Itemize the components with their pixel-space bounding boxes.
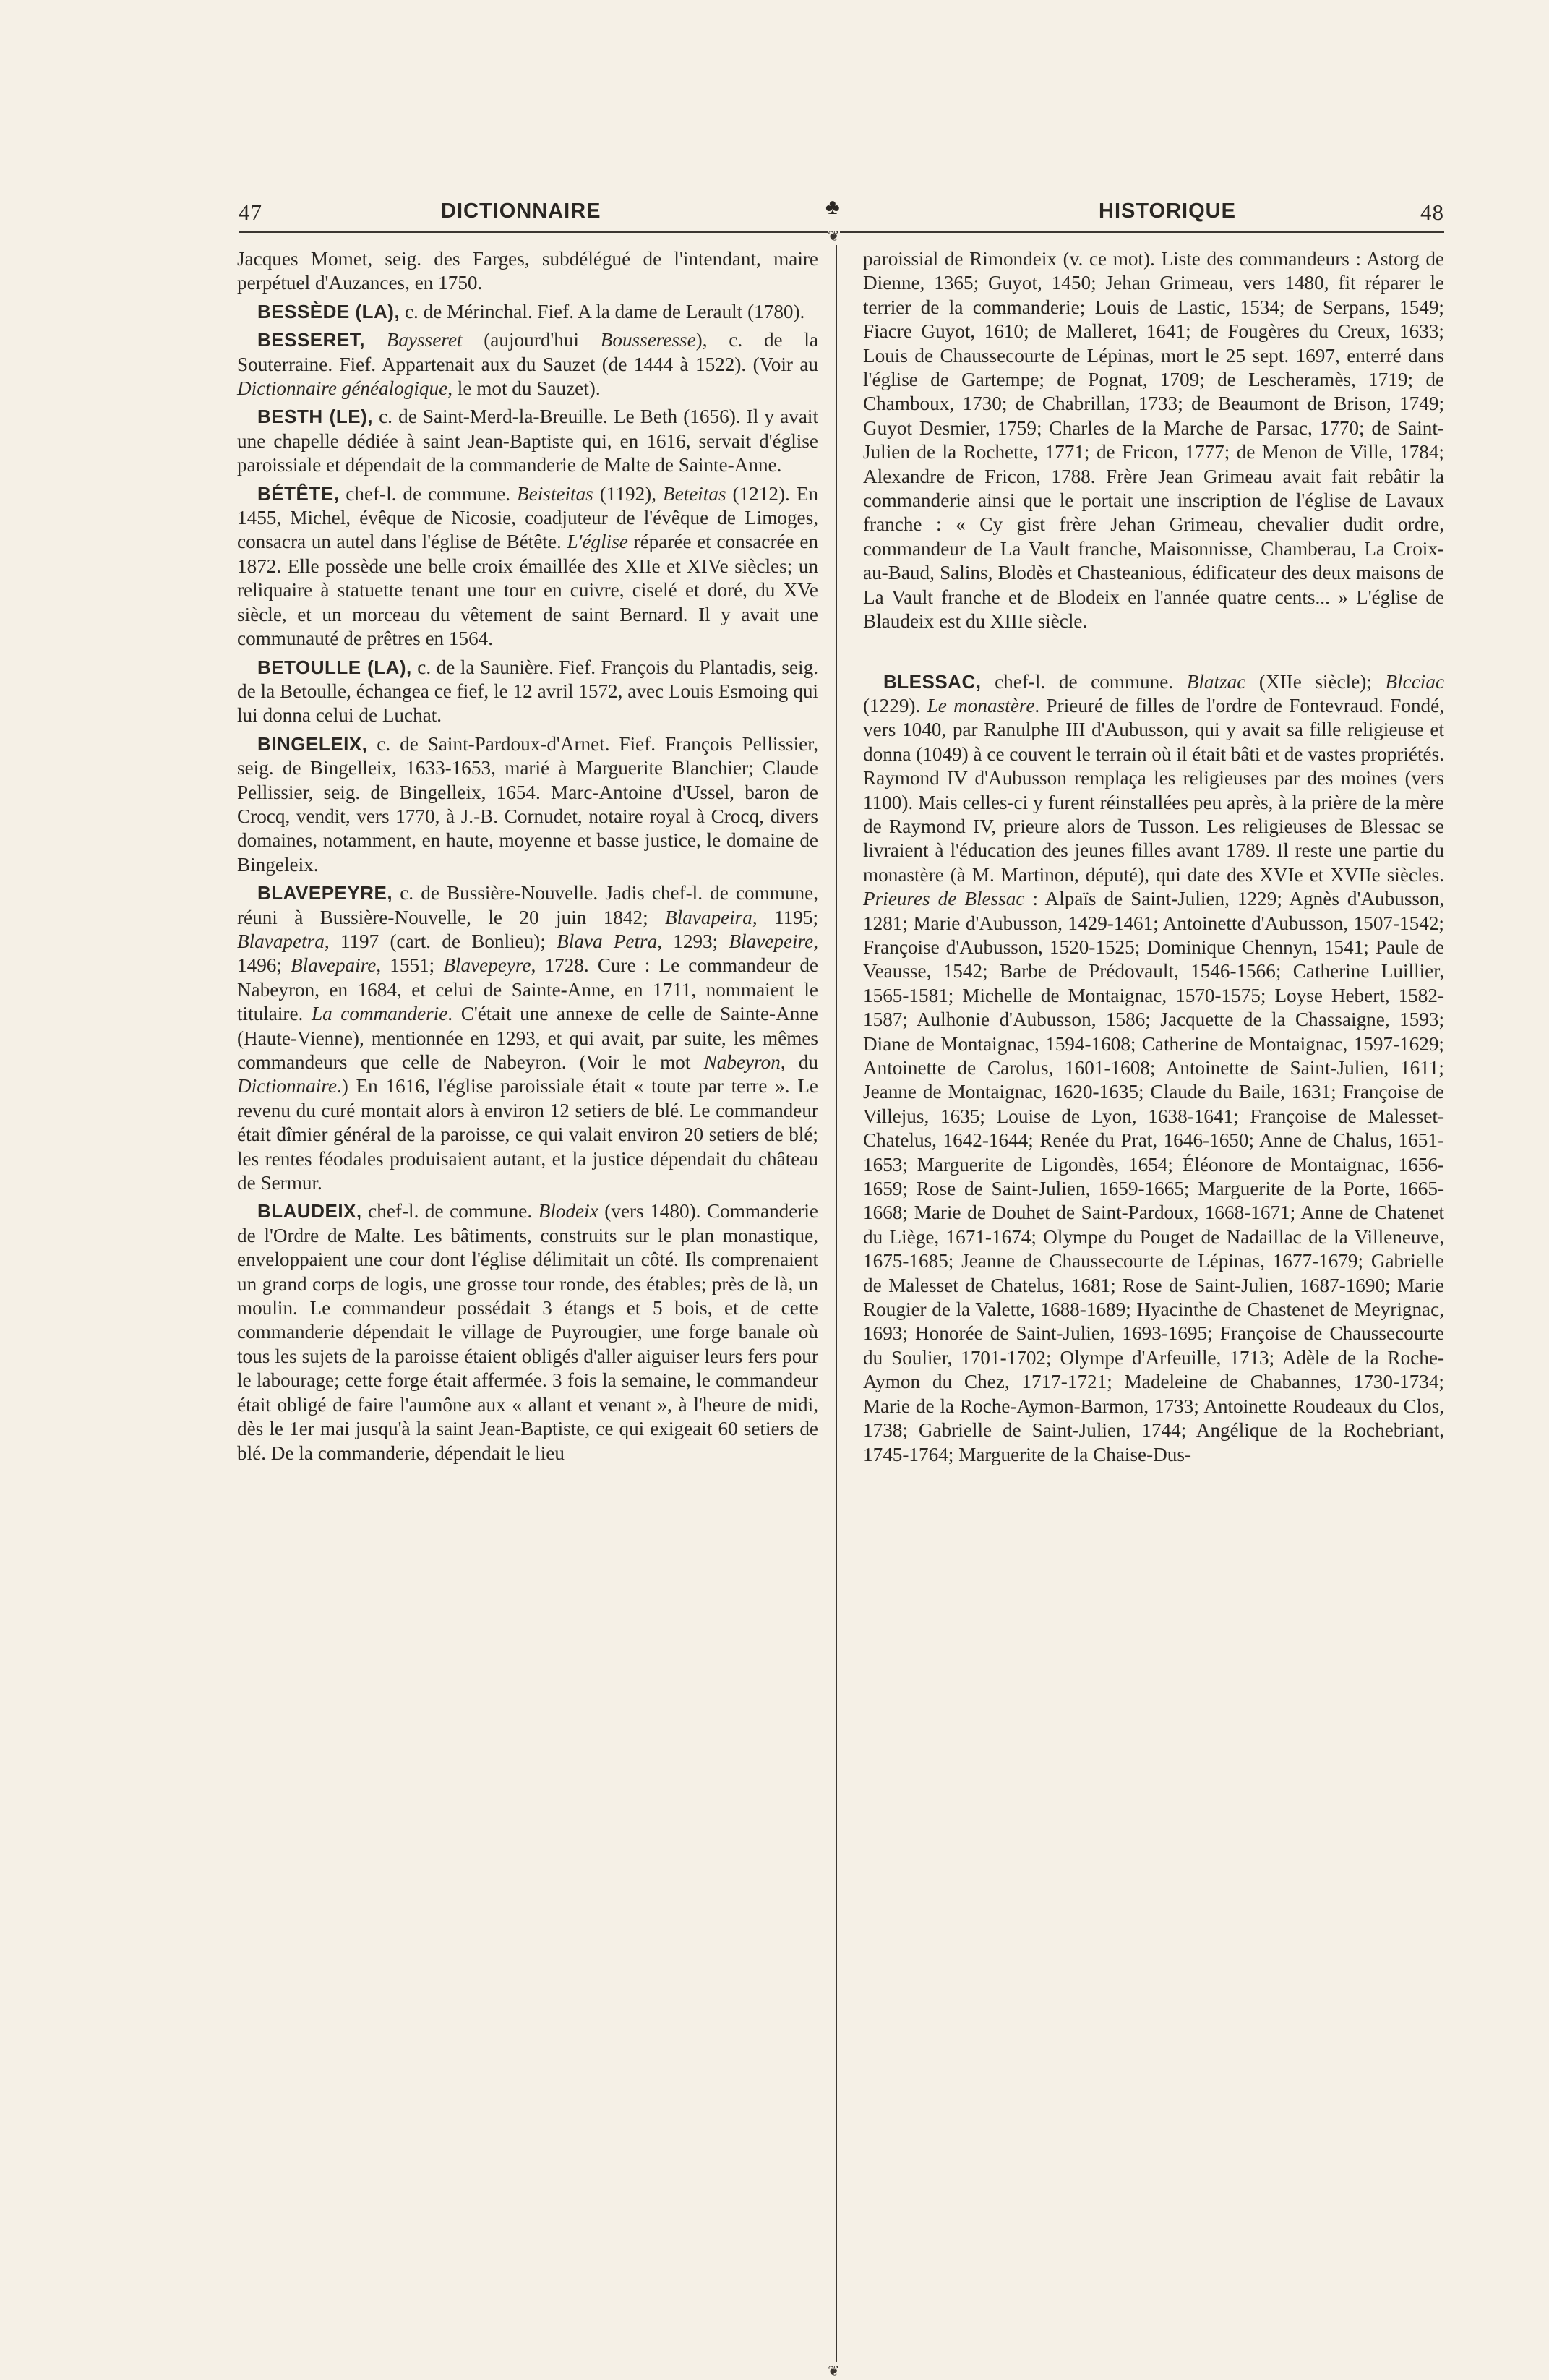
entry-headword: BÉTÊTE, — [257, 482, 340, 505]
entry-italic-text: Prieures de Blessac — [863, 888, 1025, 910]
entry-text: c. de la Saunière. Fief. François du Plantadis, seig. de la Betoulle, échangea ce fief, le 12 avril 1572, avec Louis Esmoing qui lui donna celui de Luchat. — [237, 656, 818, 727]
column-divider — [836, 233, 837, 2373]
entry-text: , 1195; — [752, 906, 818, 928]
entry-headword: BLAVEPEYRE, — [257, 882, 393, 904]
dictionary-entry — [237, 405, 818, 477]
dictionary-entry — [237, 1199, 818, 1465]
entry-italic-text: Blavapeira — [665, 906, 752, 928]
entry-italic-text: Blavepeyre — [443, 954, 531, 977]
entry-text: (aujourd'hui — [462, 329, 601, 351]
entry-text: , du — [780, 1051, 818, 1073]
entry-text: c. de Bussière-Nouvelle. Jadis chef-l. de commune, réuni à Bussière-Nouvelle, le 20 juin 1842; — [237, 882, 818, 928]
entry-text: , 1728. Cure : Le commandeur de Nabeyron, en 1684, et celui de Sainte-Anne, en 1711, nommaient le titulaire. — [237, 954, 818, 1025]
entry-italic-text: Blavapetra — [237, 930, 325, 952]
entry-text: .) En 1616, l'église paroissiale était « toute par terre ». Le revenu du curé montait alors à environ 12 setiers de blé. Le commandeur était dîmier général de la paroisse, ce qui valait environ 20 setiers de blé; les rentes féodales produisaient autant, et la justice dépendait du château de Sermur. — [237, 1075, 818, 1194]
entry-italic-text: Dictionnaire — [237, 1075, 337, 1097]
ornament-icon: ♣ — [825, 195, 841, 219]
entry-text: (1212). En 1455, Michel, évêque de Nicosie, coadjuteur de l'évêque de Limoges, consacra un autel dans l'église de Bétête. — [237, 482, 818, 553]
running-title-right: HISTORIQUE — [1099, 200, 1236, 223]
entry-text: paroissial de Rimondeix (v. ce mot). Liste des commandeurs : Astorg de Dienne, 1365; Guyot, 1450; Jehan Grimeau, vers 1480, fit réparer le terrier de la commanderie; Louis de Lastic, 1534; de Serpans, 1549; Fiacre Guyot, 1610; de Malleret, 1641; de Fougères du Creux, 1633; Louis de Chaussecourte de Lépinas, mort le 25 sept. 1697, enterré dans l'église de Gartempe; de Pognat, 1709; de Lescheramès, 1719; de Chamboux, 1730; de Chabrillan, 1733; de Beaumont de Brison, 1749; Guyot Desmier, 1759; Charles de la Marche de Parsac, 1770; de Saint-Julien de la Rochette, 1771; de Fricon, 1777; de Menon de Ville, 1784; Alexandre de Fricon, 1788. Frère Jean Grimeau avait fait rebâtir la commanderie ainsi que le portait une inscription de l'église de Lavaux franche : « Cy gist frère Jehan Grimeau, chevalier dudit ordre, commandeur de La Vault franche, Maisonnisse, Chamberau, La Croix-au-Baud, Salins, Blodès et Chasteanious, édificateur des deux maisons de La Vault franche et de Blodeix en l'année quatre cents... » L'église de Blaudeix est du XIIIe siècle. — [863, 248, 1444, 633]
entry-text: : Alpaïs de Saint-Julien, 1229; Agnès d'Aubusson, 1281; Marie d'Aubusson, 1429-1461; Antoinette d'Aubusson, 1507-1542; Françoise d'Aubusson, 1520-1525; Dominique Chennyn, 1541; Paule de Veausse, 1542; Barbe de Prédovault, 1546-1566; Catherine Luillier, 1565-1581; Michelle de Montaignac, 1570-1575; Loyse Hebert, 1582-1587; Aulhonie d'Aubusson, 1586; Jacquette de la Chassaigne, 1593; Diane de Montaignac, 1594-1608; Catherine de Montaignac, 1597-1629; Antoinette de Carolus, 1601-1608; Antoinette de Saint-Julien, 1611; Jeanne de Montaignac, 1620-1635; Claude du Baile, 1631; Françoise de Villejus, 1635; Louise de Lyon, 1638-1641; Françoise de Malesset-Chatelus, 1642-1644; Renée du Prat, 1646-1650; Anne de Chalus, 1651-1653; Marguerite de Ligondès, 1654; Éléonore de Montaignac, 1656-1659; Rose de Saint-Julien, 1659-1665; Marguerite de la Porte, 1665-1668; Marie de Douhet de Saint-Pardoux, 1668-1671; Anne de Chatenet du Liège, 1671-1674; Olympe du Pouget de Nadaillac de la Villeneuve, 1675-1685; Jeanne de Chaussecourte de Lépinas, 1677-1679; Gabrielle de Malesset de Chatelus, 1681; Rose de Saint-Julien, 1687-1690; Marie Rougier de la Valette, 1688-1689; Hyacinthe de Chastenet de Meyrignac, 1693; Honorée de Saint-Julien, 1693-1695; Françoise de Chaussecourte du Soulier, 1701-1702; Olympe d'Arfeuille, 1713; Adèle de la Roche-Aymon du Chez, 1717-1721; Madeleine de Chabannes, 1730-1734; Marie de la Roche-Aymon-Barmon, 1733; Antoinette Roudeaux du Clos, 1738; Gabrielle de Saint-Julien, 1744; Angélique de la Rochebriant, 1745-1764; Marguerite de la Chaise-Dus- — [863, 888, 1444, 1465]
entry-headword: BETOULLE (LA), — [257, 656, 412, 678]
entry-italic-text: Blcciac — [1385, 670, 1445, 693]
entry-text: , le mot du Sauzet). — [447, 377, 601, 400]
entry-text: c. de Saint-Merd-la-Breuille. Le Beth (1656). Il y avait une chapelle dédiée à saint Jean-Baptiste qui, en 1616, servait d'église paroissiale et dépendait de la commanderie de Malte de Sainte-Anne. — [237, 406, 818, 476]
dictionary-entry — [237, 732, 818, 877]
entry-text: Jacques Momet, seig. des Farges, subdélégué de l'intendant, maire perpétuel d'Auzances, en 1750. — [237, 248, 818, 294]
right-column — [863, 247, 1444, 1471]
entry-text: , 1551; — [376, 954, 444, 977]
entry-text: c. de Mérinchal. Fief. A la dame de Lerault (1780). — [400, 300, 805, 322]
dictionary-entry — [237, 656, 818, 728]
entry-headword: BINGELEIX, — [257, 732, 368, 755]
left-column — [237, 247, 818, 1470]
entry-text: , 1293; — [657, 930, 729, 952]
entry-italic-text: Bousseresse — [600, 329, 696, 351]
entry-italic-text: Blava Petra — [557, 930, 658, 952]
entry-text: . Prieuré de filles de l'ordre de Fontevraud. Fondé, vers 1040, par Ranulphe III d'Aubusson, qui y avait sa fille religieuse et donna (1049) à ce couvent le terrain où il était bâti et de vastes propriétés. Raymond IV d'Aubusson remplaça les religieuses par des moines (vers 1100). Mais celles-ci y furent réinstallées peu après, à la prière de la mère de Raymond IV, prieure alors de Tusson. Les religieuses de Blessac se livraient à l'éducation des jeunes filles avant 1789. Il reste une partie du monastère (à M. Martinon, député), qui date des XVIe et XVIIe siècles. — [863, 694, 1445, 886]
entry-text: chef-l. de commune. — [339, 482, 518, 505]
entry-text: chef-l. de commune. — [981, 670, 1187, 693]
dictionary-entry — [863, 670, 1444, 1467]
entry-italic-text: Beteitas — [662, 482, 726, 505]
dictionary-entry — [237, 881, 818, 1195]
entry-italic-text: Blatzac — [1186, 670, 1246, 693]
page-number-left: 47 — [239, 200, 262, 225]
entry-italic-text: Le monastère — [927, 694, 1035, 716]
entry-text: ), c. de la Souterraine. Fief. Appartenait aux du Sauzet (de 1444 à 1522). (Voir au — [237, 329, 819, 375]
entry-text: . C'était une annexe de celle de Sainte-Anne (Haute-Vienne), mentionnée en 1293, et qui avait, par suite, les mêmes commandeurs que celle de Nabeyron. (Voir le mot — [237, 1003, 818, 1073]
entry-italic-text: Nabeyron — [703, 1051, 781, 1073]
dictionary-entry — [863, 247, 1444, 634]
entry-headword: BLAUDEIX, — [257, 1200, 362, 1223]
entry-text: , 1197 (cart. de Bonlieu); — [324, 930, 557, 952]
entry-italic-text: L'église — [567, 531, 628, 553]
entry-text: (XIIe siècle); — [1245, 670, 1386, 693]
entry-italic-text: Baysseret — [386, 329, 463, 351]
entry-text: , 1496; — [237, 930, 818, 977]
dictionary-entry — [237, 247, 818, 296]
dictionary-entry — [237, 300, 818, 324]
entry-headword: BLESSAC, — [883, 670, 982, 693]
page-header — [239, 194, 1444, 230]
entry-text: (1192), — [593, 482, 663, 505]
entry-italic-text: Blavepaire — [291, 954, 377, 977]
entry-text: (1229). — [863, 694, 927, 716]
entry-italic-text: Blodeix — [538, 1200, 598, 1223]
dictionary-entry — [237, 328, 818, 401]
entry-text: c. de Saint-Pardoux-d'Arnet. Fief. François Pellissier, seig. de Bingelleix, 1633-1653, marié à Marguerite Blanchier; Claude Pellissier, seig. de Bingelleix, 1654. Marc-Antoine d'Ussel, baron de Crocq, vendit, vers 1770, à J.-B. Cornudet, notaire royal à Crocq, divers domaines, notamment, en haute, moyenne et basse justice, le domaine de Bingeleix. — [237, 732, 818, 876]
entry-headword: BESSERET, — [257, 329, 365, 351]
entry-italic-text: Blavepeire — [729, 930, 814, 952]
header-rule — [239, 231, 1444, 233]
entry-italic-text: Dictionnaire généalogique — [237, 377, 448, 400]
entry-text: réparée et consacrée en 1872. Elle possède une belle croix émaillée des XIIe et XIVe siècles; un reliquaire à statuette tenant une tour en cuivre, ciselé et doré, du XVe siècle, et un morceau du vêtement de saint Bernard. Il y avait une communauté de prêtres en 1564. — [237, 531, 818, 650]
dictionary-entry — [237, 482, 818, 651]
entry-text: chef-l. de commune. — [361, 1200, 538, 1223]
entry-headword: BESTH (LE), — [257, 406, 373, 428]
entry-italic-text: La commanderie — [311, 1003, 448, 1025]
entry-text: (vers 1480). Commanderie de l'Ordre de Malte. Les bâtiments, construits sur le plan monastique, enveloppaient une cour dont l'église délimitait un côté. Ils comprenaient un grand corps de logis, une grosse tour ronde, des étables; près de là, un moulin. Le commandeur possédait 3 étangs et 5 bois, et de cette commanderie dépendait le village de Puyrougier, une forge banale où tous les sujets de la paroisse étaient obligés d'aller aiguiser leurs fers pour le labourage; cette forge était affermée. 3 fois la semaine, le commandeur était obligé de faire l'aumône aux « allant et venant », à l'heure de midi, dès le 1er mai jusqu'à la saint Jean-Baptiste, ce qui exigeait 60 setiers de blé. De la commanderie, dépendait le lieu — [237, 1200, 819, 1464]
entry-text — [365, 329, 387, 351]
entry-headword: BESSÈDE (LA), — [257, 300, 400, 322]
page-number-right: 48 — [1420, 200, 1444, 225]
running-title-left: DICTIONNAIRE — [441, 200, 601, 223]
entry-italic-text: Beisteitas — [517, 482, 593, 505]
